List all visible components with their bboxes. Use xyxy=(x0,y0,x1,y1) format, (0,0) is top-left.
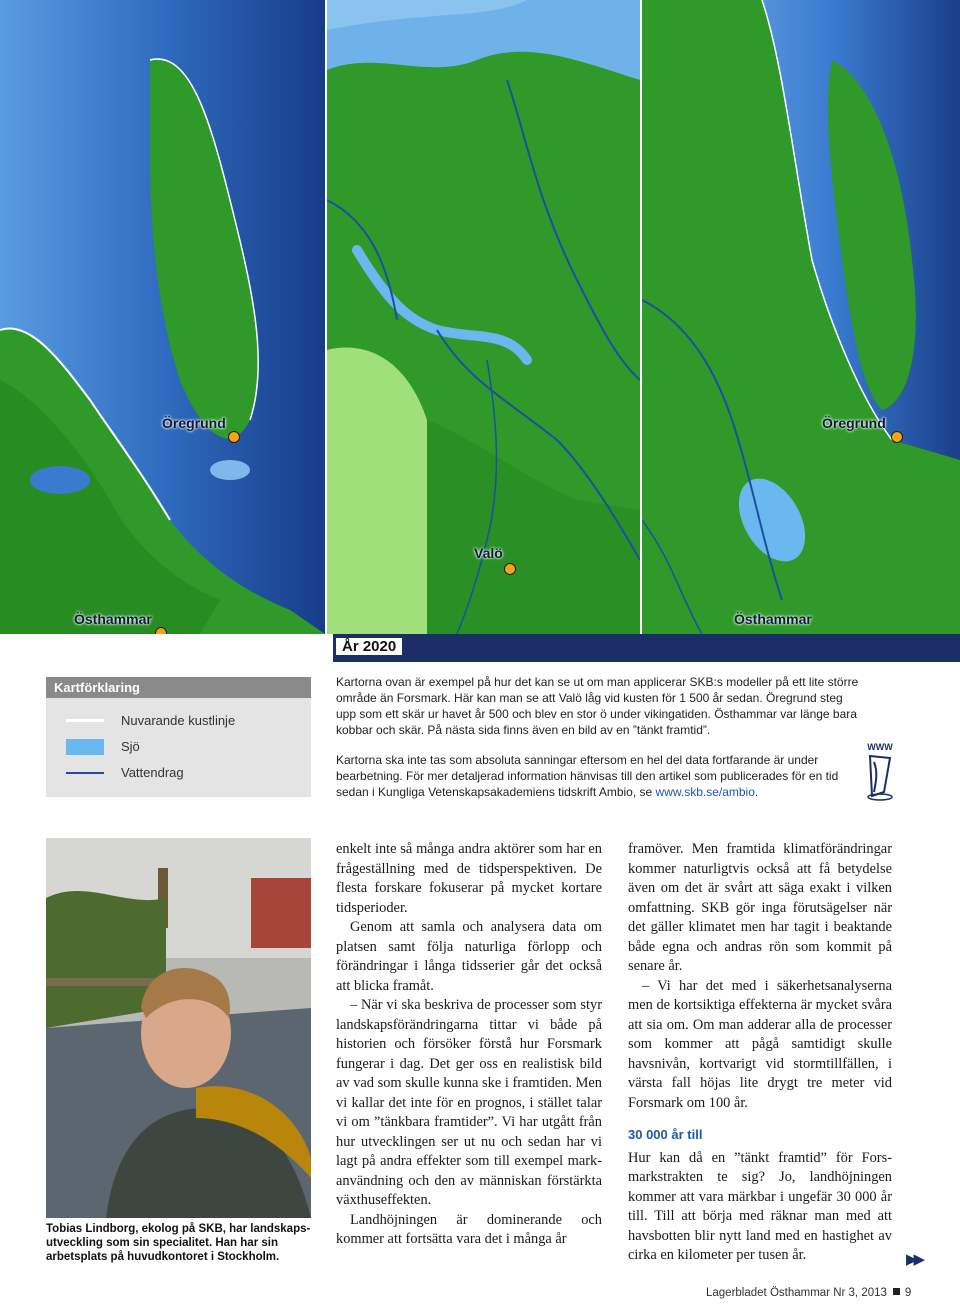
legend-label-stream: Vattendrag xyxy=(121,765,184,780)
map-caption-p2 xyxy=(336,752,866,800)
place-dot-osthammar-left xyxy=(155,627,167,634)
col2-para-3: Hur kan då en ”tänkt framtid” för Forsmarkstrakten te sig? Jo, landhöjningen kommer att vara märkbar i ungefär 30 000 år till. Till att börja med räknar man med att havsbotten blir nytt land med en hastighet av cirka en kilometer per tusen år. xyxy=(628,1149,892,1263)
stream-line-icon xyxy=(66,772,104,774)
col1-para-1: enkelt inte så många andra aktörer som har en frågeställning med de tidsperspektiven. De flesta forskare fokuserar på mycket kortare tidsperioder. xyxy=(336,841,602,916)
col1-para-2: Genom att samla och analysera data om platsen samt följa naturliga förlopp och förändringar i långa tidsserier går det också att blicka framåt. xyxy=(336,919,602,994)
map-center xyxy=(327,0,640,634)
col1-para-4: Landhöjningen är dominerande och kommer att fortsätta vara det i många år xyxy=(336,1211,602,1247)
white-line-icon xyxy=(66,719,104,722)
place-dot-valo xyxy=(504,563,516,575)
map-left-terrain xyxy=(0,0,325,634)
map-center-terrain xyxy=(327,0,640,634)
portrait-illustration xyxy=(46,838,311,1218)
legend-label-coastline: Nuvarande kustlinje xyxy=(121,713,236,728)
map-left xyxy=(0,0,325,634)
label-osthammar-left: Östhammar xyxy=(74,611,152,627)
continue-arrows-icon: ▶▶ xyxy=(906,1251,922,1268)
label-osthammar-right: Östhammar xyxy=(734,611,812,627)
www-logo-icon xyxy=(862,742,898,806)
map-right xyxy=(642,0,960,634)
portrait-photo xyxy=(46,838,311,1218)
photo-caption: Tobias Lindborg, ekolog på SKB, har landskapsutveckling som sin specialitet. Han har sin arbetsplats på huvudkontoret i Stockholm. xyxy=(46,1223,311,1263)
lake-swatch-icon xyxy=(66,739,104,755)
col1-para-3: – När vi ska beskriva de processer som styr landskapsförändringarna tittar vi både på historien och försöker förstå hur Forsmark fungerar i dag. Det ger oss en realistisk bild av vad som skulle kunna ske i framtiden. Men vi kallar det inte för en prognos, i stället talar vi om ”tänkbara framtider”. Vi har utgått från hur utvecklingen ser ut nu och sedan har vi lagt på andra effekter som till exempel markanvändning och den av människan förstärkta växthuseffekten. xyxy=(336,997,602,1208)
label-valo: Valö xyxy=(474,545,503,561)
page-footer xyxy=(706,1287,911,1299)
www-logo-text: WWW xyxy=(867,742,893,752)
label-oregrund-left: Öregrund xyxy=(162,415,226,431)
map-legend xyxy=(46,677,311,797)
ambio-link[interactable]: www.skb.se/ambio xyxy=(655,785,755,799)
place-dot-oregrund-left xyxy=(228,431,240,443)
map-right-terrain xyxy=(642,0,960,634)
article-column-2 xyxy=(628,840,892,1266)
publication-name: Lagerbladet Östhammar Nr 3, 2013 xyxy=(706,1287,887,1299)
map-caption-p2-text: Kartorna ska inte tas som absoluta sanningar eftersom en hel del data fortfarande är under bearbetning. För mer detaljerad information hänvisas till den artikel som publicerades för en tid sedan i Kungliga Vetenskapsakademiens tidskrift Ambio, se xyxy=(336,753,839,799)
legend-label-lake: Sjö xyxy=(121,739,140,754)
sail-icon xyxy=(862,752,898,802)
label-oregrund-right: Öregrund xyxy=(822,415,886,431)
place-dot-oregrund-right xyxy=(891,431,903,443)
map-caption-p2-end: . xyxy=(754,785,759,799)
square-bullet-icon xyxy=(893,1288,900,1295)
col2-para-2: – Vi har det med i säkerhetsanalyserna men de kortsiktiga effekterna är mycket svåra att sia om. Om man adderar alla de processer som kommer att pågå samtidigt skulle havsnivån, kortvarigt vid stormtillfällen, i värsta fall höjas lite drygt tre meter vid Forsmark om 100 år. xyxy=(628,977,892,1111)
subheading: 30 000 år till xyxy=(628,1127,703,1142)
legend-title: Kartförklaring xyxy=(46,677,311,698)
year-title: År 2020 xyxy=(336,638,402,655)
year-bar xyxy=(333,634,960,662)
col2-para-1: framöver. Men framtida klimatförändringar kommer naturligtvis också att få betydelse även om det är svårt att säga exakt i vilken omfattning. SKB gör inga förutsägelser när det gäller klimatet men har tagit i beaktande både egna och andras rön som kommit på senare år. xyxy=(628,841,892,974)
map-caption-p1: Kartorna ovan är exempel på hur det kan se ut om man applicerar SKB:s modeller på ett lite större område än Forsmark. Här kan man se att Valö låg vid kusten för 1 500 år sedan. Öregrund steg upp som ett skär ur havet år 500 och blev en stor ö under vikingatiden. Östhammar var länge bara kobbar och skär. På nästa sida finns även en bild av en ”tänkt framtid”. xyxy=(336,675,859,737)
page-number: 9 xyxy=(904,1287,912,1299)
article-column-1 xyxy=(336,840,602,1250)
